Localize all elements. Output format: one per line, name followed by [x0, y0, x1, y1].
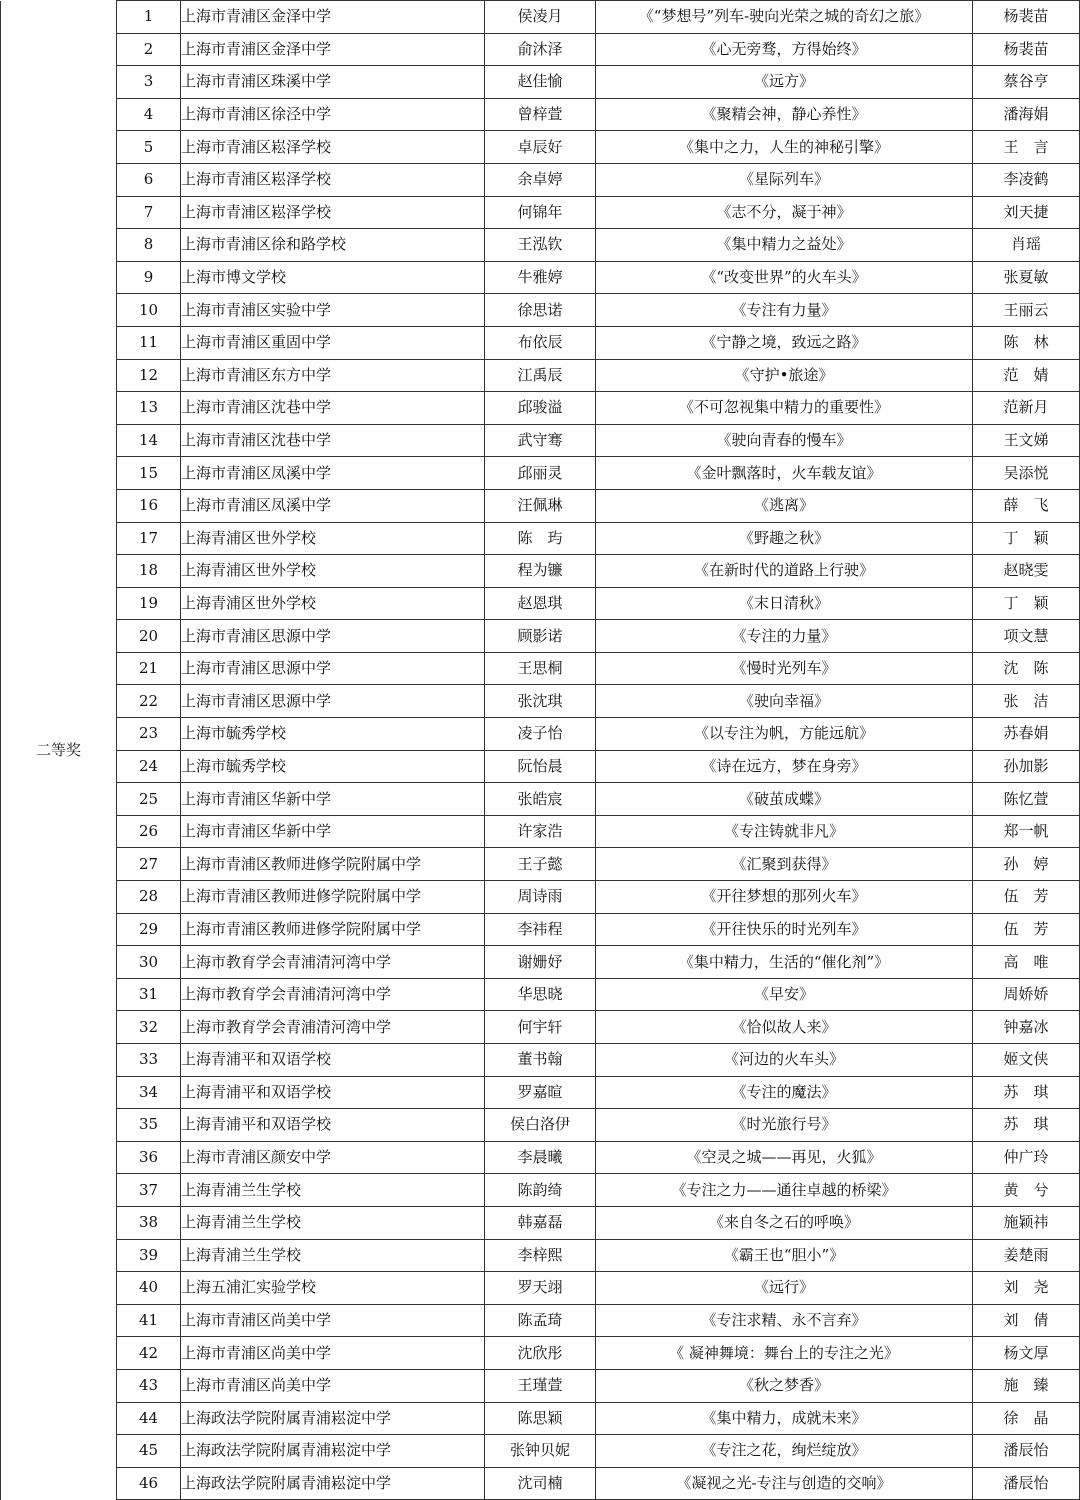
- work-title: 《远方》: [596, 66, 973, 99]
- work-title: 《专注铸就非凡》: [596, 815, 973, 848]
- school-name: 上海政法学院附属青浦崧淀中学: [181, 1467, 485, 1500]
- student-name: 张钟贝妮: [485, 1435, 596, 1468]
- row-number: 4: [117, 98, 181, 131]
- teacher-name: 杨裴苗: [973, 1, 1080, 34]
- student-name: 陈孟琦: [485, 1304, 596, 1337]
- row-number: 43: [117, 1369, 181, 1402]
- school-name: 上海市教育学会青浦清河湾中学: [181, 1011, 485, 1044]
- teacher-name: 高 唯: [973, 946, 1080, 979]
- row-number: 15: [117, 457, 181, 490]
- work-title: 《 凝神舞境：舞台上的专注之光》: [596, 1337, 973, 1370]
- table-row: [1, 1369, 1080, 1402]
- teacher-name: 杨裴苗: [973, 33, 1080, 66]
- school-name: 上海市青浦区徐泾中学: [181, 98, 485, 131]
- student-name: 华思晓: [485, 978, 596, 1011]
- student-name: 罗天翊: [485, 1272, 596, 1305]
- teacher-name: 孙加影: [973, 750, 1080, 783]
- row-number: 34: [117, 1076, 181, 1109]
- row-number: 30: [117, 946, 181, 979]
- student-name: 王子懿: [485, 848, 596, 881]
- school-name: 上海青浦平和双语学校: [181, 1044, 485, 1077]
- table-row: [1, 359, 1080, 392]
- school-name: 上海政法学院附属青浦崧淀中学: [181, 1402, 485, 1435]
- row-number: 22: [117, 685, 181, 718]
- teacher-name: 刘天捷: [973, 196, 1080, 229]
- school-name: 上海市青浦区崧泽学校: [181, 196, 485, 229]
- table-row: [1, 294, 1080, 327]
- teacher-name: 孙 婷: [973, 848, 1080, 881]
- student-name: 赵恩琪: [485, 587, 596, 620]
- table-row: [1, 1402, 1080, 1435]
- student-name: 邱骏溢: [485, 392, 596, 425]
- work-title: 《凝视之光-专注与创造的交响》: [596, 1467, 973, 1500]
- row-number: 26: [117, 815, 181, 848]
- row-number: 13: [117, 392, 181, 425]
- table-row: [1, 1, 1080, 34]
- student-name: 张沈琪: [485, 685, 596, 718]
- student-name: 程为镰: [485, 555, 596, 588]
- work-title: 《秋之梦香》: [596, 1369, 973, 1402]
- work-title: 《专注的力量》: [596, 620, 973, 653]
- school-name: 上海市青浦区实验中学: [181, 294, 485, 327]
- teacher-name: 黄 兮: [973, 1174, 1080, 1207]
- row-number: 29: [117, 913, 181, 946]
- teacher-name: 刘 尧: [973, 1272, 1080, 1305]
- award-category: 二等奖: [1, 1, 117, 1500]
- row-number: 25: [117, 783, 181, 816]
- student-name: 徐思诺: [485, 294, 596, 327]
- table-row: [1, 718, 1080, 751]
- school-name: 上海市青浦区崧泽学校: [181, 131, 485, 164]
- work-title: 《星际列车》: [596, 163, 973, 196]
- student-name: 阮怡晨: [485, 750, 596, 783]
- teacher-name: 项文慧: [973, 620, 1080, 653]
- school-name: 上海市青浦区东方中学: [181, 359, 485, 392]
- teacher-name: 王文娣: [973, 424, 1080, 457]
- school-name: 上海五浦汇实验学校: [181, 1272, 485, 1305]
- work-title: 《霸王也“胆小”》: [596, 1239, 973, 1272]
- row-number: 2: [117, 33, 181, 66]
- student-name: 何宇轩: [485, 1011, 596, 1044]
- table-row: [1, 1239, 1080, 1272]
- student-name: 余卓婷: [485, 163, 596, 196]
- student-name: 凌子怡: [485, 718, 596, 751]
- teacher-name: 王 言: [973, 131, 1080, 164]
- table-row: [1, 196, 1080, 229]
- table-row: [1, 98, 1080, 131]
- table-row: [1, 1304, 1080, 1337]
- table-row: [1, 1044, 1080, 1077]
- work-title: 《早安》: [596, 978, 973, 1011]
- teacher-name: 潘辰怡: [973, 1435, 1080, 1468]
- school-name: 上海青浦区世外学校: [181, 587, 485, 620]
- row-number: 37: [117, 1174, 181, 1207]
- table-row: [1, 163, 1080, 196]
- student-name: 邱丽灵: [485, 457, 596, 490]
- student-name: 王瑾萱: [485, 1369, 596, 1402]
- teacher-name: 周娇娇: [973, 978, 1080, 1011]
- student-name: 陈韵绮: [485, 1174, 596, 1207]
- row-number: 39: [117, 1239, 181, 1272]
- school-name: 上海市博文学校: [181, 261, 485, 294]
- work-title: 《远行》: [596, 1272, 973, 1305]
- work-title: 《野趣之秋》: [596, 522, 973, 555]
- work-title: 《“改变世界”的火车头》: [596, 261, 973, 294]
- row-number: 12: [117, 359, 181, 392]
- student-name: 王思桐: [485, 652, 596, 685]
- student-name: 沈欣彤: [485, 1337, 596, 1370]
- row-number: 42: [117, 1337, 181, 1370]
- row-number: 8: [117, 229, 181, 262]
- school-name: 上海青浦兰生学校: [181, 1206, 485, 1239]
- work-title: 《诗在远方，梦在身旁》: [596, 750, 973, 783]
- teacher-name: 丁 颖: [973, 587, 1080, 620]
- school-name: 上海市青浦区尚美中学: [181, 1304, 485, 1337]
- school-name: 上海市青浦区教师进修学院附属中学: [181, 913, 485, 946]
- teacher-name: 伍 芳: [973, 881, 1080, 914]
- student-name: 董书翰: [485, 1044, 596, 1077]
- school-name: 上海市毓秀学校: [181, 718, 485, 751]
- row-number: 32: [117, 1011, 181, 1044]
- table-row: [1, 913, 1080, 946]
- teacher-name: 潘海娟: [973, 98, 1080, 131]
- table-row: [1, 1109, 1080, 1142]
- table-row: [1, 131, 1080, 164]
- row-number: 3: [117, 66, 181, 99]
- student-name: 李祎程: [485, 913, 596, 946]
- student-name: 赵佳愉: [485, 66, 596, 99]
- student-name: 沈司楠: [485, 1467, 596, 1500]
- student-name: 武守骞: [485, 424, 596, 457]
- school-name: 上海青浦平和双语学校: [181, 1109, 485, 1142]
- work-title: 《空灵之城——再见，火狐》: [596, 1141, 973, 1174]
- work-title: 《慢时光列车》: [596, 652, 973, 685]
- work-title: 《末日清秋》: [596, 587, 973, 620]
- teacher-name: 姬文侠: [973, 1044, 1080, 1077]
- table-row: [1, 522, 1080, 555]
- table-row: [1, 978, 1080, 1011]
- teacher-name: 杨文厚: [973, 1337, 1080, 1370]
- school-name: 上海市青浦区凤溪中学: [181, 489, 485, 522]
- school-name: 上海市青浦区沈巷中学: [181, 424, 485, 457]
- table-row: [1, 489, 1080, 522]
- student-name: 布依辰: [485, 326, 596, 359]
- row-number: 10: [117, 294, 181, 327]
- row-number: 6: [117, 163, 181, 196]
- work-title: 《恰似故人来》: [596, 1011, 973, 1044]
- school-name: 上海市青浦区金泽中学: [181, 33, 485, 66]
- teacher-name: 张 洁: [973, 685, 1080, 718]
- row-number: 20: [117, 620, 181, 653]
- teacher-name: 李凌鹤: [973, 163, 1080, 196]
- table-row: [1, 652, 1080, 685]
- row-number: 36: [117, 1141, 181, 1174]
- school-name: 上海市青浦区尚美中学: [181, 1337, 485, 1370]
- table-row: [1, 424, 1080, 457]
- teacher-name: 徐 晶: [973, 1402, 1080, 1435]
- row-number: 27: [117, 848, 181, 881]
- work-title: 《集中精力，生活的“催化剂”》: [596, 946, 973, 979]
- work-title: 《专注求精、永不言弃》: [596, 1304, 973, 1337]
- work-title: 《金叶飘落时，火车载友谊》: [596, 457, 973, 490]
- school-name: 上海市青浦区徐和路学校: [181, 229, 485, 262]
- student-name: 李晨曦: [485, 1141, 596, 1174]
- work-title: 《破茧成蝶》: [596, 783, 973, 816]
- school-name: 上海青浦兰生学校: [181, 1174, 485, 1207]
- work-title: 《不可忽视集中精力的重要性》: [596, 392, 973, 425]
- teacher-name: 苏春娟: [973, 718, 1080, 751]
- row-number: 31: [117, 978, 181, 1011]
- school-name: 上海市青浦区教师进修学院附属中学: [181, 881, 485, 914]
- table-row: [1, 1076, 1080, 1109]
- work-title: 《专注之力——通往卓越的桥梁》: [596, 1174, 973, 1207]
- row-number: 45: [117, 1435, 181, 1468]
- table-row: [1, 66, 1080, 99]
- table-row: [1, 783, 1080, 816]
- work-title: 《来自冬之石的呼唤》: [596, 1206, 973, 1239]
- student-name: 俞沐泽: [485, 33, 596, 66]
- school-name: 上海市青浦区教师进修学院附属中学: [181, 848, 485, 881]
- work-title: 《“梦想号”列车-驶向光荣之城的奇幻之旅》: [596, 1, 973, 34]
- table-body: [1, 1, 1080, 1500]
- table-row: [1, 229, 1080, 262]
- table-row: [1, 1174, 1080, 1207]
- row-number: 38: [117, 1206, 181, 1239]
- row-number: 44: [117, 1402, 181, 1435]
- table-row: [1, 33, 1080, 66]
- table-row: [1, 587, 1080, 620]
- teacher-name: 吴添悦: [973, 457, 1080, 490]
- school-name: 上海市毓秀学校: [181, 750, 485, 783]
- work-title: 《聚精会神，静心养性》: [596, 98, 973, 131]
- row-number: 23: [117, 718, 181, 751]
- work-title: 《专注的魔法》: [596, 1076, 973, 1109]
- student-name: 江禹辰: [485, 359, 596, 392]
- teacher-name: 仲广玲: [973, 1141, 1080, 1174]
- school-name: 上海市青浦区金泽中学: [181, 1, 485, 34]
- teacher-name: 刘 倩: [973, 1304, 1080, 1337]
- teacher-name: 潘辰怡: [973, 1467, 1080, 1500]
- work-title: 《宁静之境，致远之路》: [596, 326, 973, 359]
- school-name: 上海市青浦区凤溪中学: [181, 457, 485, 490]
- teacher-name: 范新月: [973, 392, 1080, 425]
- table-row: [1, 1011, 1080, 1044]
- work-title: 《集中精力，成就未来》: [596, 1402, 973, 1435]
- school-name: 上海市青浦区思源中学: [181, 652, 485, 685]
- school-name: 上海青浦平和双语学校: [181, 1076, 485, 1109]
- work-title: 《开往梦想的那列火车》: [596, 881, 973, 914]
- table-row: [1, 620, 1080, 653]
- work-title: 《驶向青春的慢车》: [596, 424, 973, 457]
- work-title: 《汇聚到获得》: [596, 848, 973, 881]
- row-number: 11: [117, 326, 181, 359]
- row-number: 16: [117, 489, 181, 522]
- work-title: 《守护•旅途》: [596, 359, 973, 392]
- student-name: 陈思颖: [485, 1402, 596, 1435]
- table-row: [1, 326, 1080, 359]
- table-row: [1, 848, 1080, 881]
- row-number: 19: [117, 587, 181, 620]
- teacher-name: 肖瑶: [973, 229, 1080, 262]
- table-row: [1, 946, 1080, 979]
- school-name: 上海青浦区世外学校: [181, 555, 485, 588]
- table-row: [1, 261, 1080, 294]
- student-name: 汪佩琳: [485, 489, 596, 522]
- row-number: 28: [117, 881, 181, 914]
- student-name: 许家浩: [485, 815, 596, 848]
- work-title: 《在新时代的道路上行驶》: [596, 555, 973, 588]
- student-name: 牛雅婷: [485, 261, 596, 294]
- work-title: 《以专注为帆，方能远航》: [596, 718, 973, 751]
- row-number: 17: [117, 522, 181, 555]
- row-number: 9: [117, 261, 181, 294]
- student-name: 何锦年: [485, 196, 596, 229]
- work-title: 《集中精力之益处》: [596, 229, 973, 262]
- teacher-name: 沈 陈: [973, 652, 1080, 685]
- table-row: [1, 1272, 1080, 1305]
- work-title: 《专注之花，绚烂绽放》: [596, 1435, 973, 1468]
- teacher-name: 薛 飞: [973, 489, 1080, 522]
- teacher-name: 陈忆萱: [973, 783, 1080, 816]
- school-name: 上海市青浦区重固中学: [181, 326, 485, 359]
- school-name: 上海市青浦区崧泽学校: [181, 163, 485, 196]
- table-row: [1, 457, 1080, 490]
- teacher-name: 苏 琪: [973, 1076, 1080, 1109]
- row-number: 40: [117, 1272, 181, 1305]
- student-name: 侯凌月: [485, 1, 596, 34]
- row-number: 1: [117, 1, 181, 34]
- school-name: 上海市青浦区思源中学: [181, 685, 485, 718]
- school-name: 上海市青浦区珠溪中学: [181, 66, 485, 99]
- teacher-name: 郑一帆: [973, 815, 1080, 848]
- teacher-name: 王丽云: [973, 294, 1080, 327]
- teacher-name: 丁 颖: [973, 522, 1080, 555]
- student-name: 卓辰好: [485, 131, 596, 164]
- student-name: 曾梓萱: [485, 98, 596, 131]
- school-name: 上海政法学院附属青浦崧淀中学: [181, 1435, 485, 1468]
- teacher-name: 张夏敏: [973, 261, 1080, 294]
- student-name: 周诗雨: [485, 881, 596, 914]
- teacher-name: 苏 琪: [973, 1109, 1080, 1142]
- school-name: 上海市青浦区华新中学: [181, 815, 485, 848]
- table-row: [1, 1467, 1080, 1500]
- table-row: [1, 1435, 1080, 1468]
- table-row: [1, 1337, 1080, 1370]
- school-name: 上海市青浦区华新中学: [181, 783, 485, 816]
- school-name: 上海市青浦区思源中学: [181, 620, 485, 653]
- teacher-name: 赵晓雯: [973, 555, 1080, 588]
- work-title: 《专注有力量》: [596, 294, 973, 327]
- row-number: 35: [117, 1109, 181, 1142]
- school-name: 上海市青浦区尚美中学: [181, 1369, 485, 1402]
- student-name: 侯白洛伊: [485, 1109, 596, 1142]
- row-number: 14: [117, 424, 181, 457]
- student-name: 罗嘉暄: [485, 1076, 596, 1109]
- student-name: 张皓宸: [485, 783, 596, 816]
- student-name: 李梓熙: [485, 1239, 596, 1272]
- work-title: 《驶向幸福》: [596, 685, 973, 718]
- row-number: 21: [117, 652, 181, 685]
- student-name: 王泓钦: [485, 229, 596, 262]
- work-title: 《开往快乐的时光列车》: [596, 913, 973, 946]
- student-name: 陈 玙: [485, 522, 596, 555]
- table-row: [1, 1141, 1080, 1174]
- school-name: 上海市教育学会青浦清河湾中学: [181, 978, 485, 1011]
- work-title: 《集中之力，人生的神秘引擎》: [596, 131, 973, 164]
- table-row: [1, 750, 1080, 783]
- table-row: [1, 685, 1080, 718]
- school-name: 上海青浦兰生学校: [181, 1239, 485, 1272]
- teacher-name: 钟嘉冰: [973, 1011, 1080, 1044]
- work-title: 《河边的火车头》: [596, 1044, 973, 1077]
- row-number: 41: [117, 1304, 181, 1337]
- school-name: 上海青浦区世外学校: [181, 522, 485, 555]
- table-row: [1, 555, 1080, 588]
- school-name: 上海市教育学会青浦清河湾中学: [181, 946, 485, 979]
- row-number: 7: [117, 196, 181, 229]
- school-name: 上海市青浦区沈巷中学: [181, 392, 485, 425]
- row-number: 5: [117, 131, 181, 164]
- teacher-name: 伍 芳: [973, 913, 1080, 946]
- row-number: 18: [117, 555, 181, 588]
- row-number: 24: [117, 750, 181, 783]
- table-row: [1, 392, 1080, 425]
- table-row: [1, 1206, 1080, 1239]
- school-name: 上海市青浦区颜安中学: [181, 1141, 485, 1174]
- teacher-name: 施 臻: [973, 1369, 1080, 1402]
- teacher-name: 蔡谷亨: [973, 66, 1080, 99]
- teacher-name: 施颖祎: [973, 1206, 1080, 1239]
- work-title: 《志不分，凝于神》: [596, 196, 973, 229]
- teacher-name: 范 婧: [973, 359, 1080, 392]
- teacher-name: 陈 林: [973, 326, 1080, 359]
- work-title: 《时光旅行号》: [596, 1109, 973, 1142]
- teacher-name: 姜楚雨: [973, 1239, 1080, 1272]
- row-number: 33: [117, 1044, 181, 1077]
- table-row: [1, 881, 1080, 914]
- work-title: 《心无旁骛，方得始终》: [596, 33, 973, 66]
- student-name: 谢姗妤: [485, 946, 596, 979]
- student-name: 韩嘉磊: [485, 1206, 596, 1239]
- table-row: [1, 815, 1080, 848]
- work-title: 《逃离》: [596, 489, 973, 522]
- student-name: 顾影诺: [485, 620, 596, 653]
- row-number: 46: [117, 1467, 181, 1500]
